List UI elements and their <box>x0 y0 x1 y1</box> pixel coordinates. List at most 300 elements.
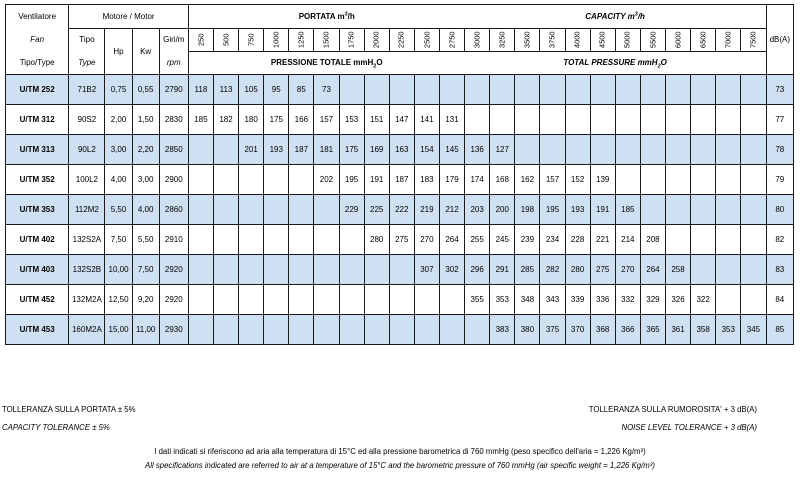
pressure-cell <box>640 135 665 165</box>
pressure-cell: 175 <box>339 135 364 165</box>
flow-header: 1250 <box>289 29 314 52</box>
pressure-cell <box>314 255 339 285</box>
pressure-cell: 355 <box>465 285 490 315</box>
pressure-cell: 203 <box>465 195 490 225</box>
pressure-cell: 368 <box>590 315 615 345</box>
tipo-type-label: Tipo/Type <box>6 52 69 75</box>
pressure-cell <box>314 285 339 315</box>
motor-type: 71B2 <box>69 75 105 105</box>
motor-rpm: 2790 <box>159 75 188 105</box>
motor-kw: 0,55 <box>132 75 159 105</box>
pressure-cell <box>264 165 289 195</box>
pressure-cell <box>540 75 565 105</box>
pressure-cell <box>691 195 716 225</box>
flow-header: 2250 <box>389 29 414 52</box>
pressure-cell: 255 <box>465 225 490 255</box>
flow-header: 1000 <box>264 29 289 52</box>
pressure-cell: 214 <box>615 225 640 255</box>
pressure-cell <box>389 255 414 285</box>
noise-dba: 84 <box>766 285 793 315</box>
pressure-cell <box>188 165 213 195</box>
pressure-cell: 168 <box>490 165 515 195</box>
pressure-cell: 383 <box>490 315 515 345</box>
flow-header: 3500 <box>515 29 540 52</box>
pressure-cell <box>414 315 439 345</box>
pressure-cell <box>640 165 665 195</box>
motor-rpm: 2830 <box>159 105 188 135</box>
pressure-cell <box>439 75 464 105</box>
pressure-cell: 131 <box>439 105 464 135</box>
motor-rpm: 2910 <box>159 225 188 255</box>
pressure-cell <box>289 315 314 345</box>
noise-dba: 73 <box>766 75 793 105</box>
pressure-cell: 181 <box>314 135 339 165</box>
pressure-cell <box>691 165 716 195</box>
pressure-cell <box>213 165 238 195</box>
pressure-cell <box>515 135 540 165</box>
pressure-cell <box>239 255 264 285</box>
pressure-cell <box>264 195 289 225</box>
pressure-cell <box>264 315 289 345</box>
table-row <box>6 285 794 315</box>
pressure-cell: 270 <box>414 225 439 255</box>
pressure-cell: 258 <box>665 255 690 285</box>
flow-header: 7500 <box>741 29 766 52</box>
pressure-cell: 195 <box>540 195 565 225</box>
pressure-cell <box>540 105 565 135</box>
pressure-cell <box>289 195 314 225</box>
pressure-cell <box>691 135 716 165</box>
motor-hp: 15,00 <box>105 315 132 345</box>
table-row <box>6 75 794 105</box>
pressure-cell <box>665 105 690 135</box>
motor-type: 100L2 <box>69 165 105 195</box>
pressure-cell: 329 <box>640 285 665 315</box>
pressure-cell: 127 <box>490 135 515 165</box>
motor-type: 90S2 <box>69 105 105 135</box>
pressure-cell: 322 <box>691 285 716 315</box>
pressure-cell <box>213 255 238 285</box>
motor-type: 160M2A <box>69 315 105 345</box>
pressure-cell: 95 <box>264 75 289 105</box>
pressure-cell <box>741 75 766 105</box>
pressure-cell <box>490 105 515 135</box>
pressure-cell: 370 <box>565 315 590 345</box>
pressure-cell: 174 <box>465 165 490 195</box>
pressure-cell <box>590 105 615 135</box>
pressure-cell <box>213 225 238 255</box>
pressure-cell <box>741 105 766 135</box>
fan-label: Fan <box>6 29 69 52</box>
pressure-cell <box>439 285 464 315</box>
pressure-cell: 380 <box>515 315 540 345</box>
pressure-cell: 180 <box>239 105 264 135</box>
pressure-cell: 225 <box>364 195 389 225</box>
pressure-cell: 353 <box>490 285 515 315</box>
pressure-cell: 219 <box>414 195 439 225</box>
pressure-cell: 153 <box>339 105 364 135</box>
flow-header: 7000 <box>716 29 741 52</box>
pressure-cell <box>289 285 314 315</box>
pressure-cell <box>264 285 289 315</box>
portata-header: PORTATA $m^3/h$ <box>188 5 464 29</box>
pressure-cell: 201 <box>239 135 264 165</box>
pressure-cell <box>665 225 690 255</box>
pressure-cell <box>339 75 364 105</box>
pressure-cell: 193 <box>565 195 590 225</box>
tolleranza-portata: TOLLERANZA SULLA PORTATA ± 5% <box>2 405 136 414</box>
table-row <box>6 315 794 345</box>
note-english: All specifications indicated are referred to air at a temperature of 15°C and the barometric pressure of 760 mmHg (air specific weight = 1,226 Kg/m³) <box>145 461 655 470</box>
fan-model: U/TM 402 <box>6 225 69 255</box>
pressure-cell <box>590 75 615 105</box>
motor-hp: 12,50 <box>105 285 132 315</box>
pressure-cell <box>264 225 289 255</box>
pressure-cell <box>615 105 640 135</box>
pressure-cell <box>339 315 364 345</box>
pressure-cell <box>213 135 238 165</box>
flow-header: 1500 <box>314 29 339 52</box>
pressure-cell <box>289 255 314 285</box>
pressure-cell: 296 <box>465 255 490 285</box>
pressure-cell: 275 <box>389 225 414 255</box>
motor-type: 132M2A <box>69 285 105 315</box>
fan-model: U/TM 453 <box>6 315 69 345</box>
pressure-cell: 264 <box>439 225 464 255</box>
pressure-cell: 332 <box>615 285 640 315</box>
pressure-cell <box>565 135 590 165</box>
pressure-cell <box>389 75 414 105</box>
table-row <box>6 255 794 285</box>
pressure-cell <box>515 75 540 105</box>
pressure-cell <box>414 75 439 105</box>
pressure-cell <box>314 315 339 345</box>
motor-hp: 10,00 <box>105 255 132 285</box>
motor-rpm: 2920 <box>159 285 188 315</box>
pressure-cell <box>364 285 389 315</box>
flow-header: 500 <box>213 29 238 52</box>
pressure-cell <box>414 285 439 315</box>
fan-model: U/TM 312 <box>6 105 69 135</box>
pressure-cell: 339 <box>565 285 590 315</box>
flow-header: 3750 <box>540 29 565 52</box>
capacity-header: CAPACITY $m^3/h$ <box>465 5 766 29</box>
motor-kw: 5,50 <box>132 225 159 255</box>
pressure-cell <box>213 285 238 315</box>
flow-header: 750 <box>239 29 264 52</box>
pressure-cell <box>465 105 490 135</box>
flow-header: 6500 <box>691 29 716 52</box>
pressure-cell: 147 <box>389 105 414 135</box>
pressure-cell <box>314 225 339 255</box>
pressure-cell <box>691 75 716 105</box>
pressure-cell: 280 <box>364 225 389 255</box>
pressure-cell: 157 <box>314 105 339 135</box>
table-row <box>6 165 794 195</box>
pressure-cell: 136 <box>465 135 490 165</box>
pressure-cell: 162 <box>515 165 540 195</box>
pressure-cell <box>188 315 213 345</box>
pressure-cell: 154 <box>414 135 439 165</box>
pressure-cell <box>239 195 264 225</box>
flow-header: 4500 <box>590 29 615 52</box>
flow-header: 5500 <box>640 29 665 52</box>
motor-kw: 2,20 <box>132 135 159 165</box>
motor-hp: 2,00 <box>105 105 132 135</box>
pressure-cell: 345 <box>741 315 766 345</box>
pressure-cell <box>615 135 640 165</box>
pressure-cell: 169 <box>364 135 389 165</box>
pressure-cell: 291 <box>490 255 515 285</box>
pressure-cell <box>716 165 741 195</box>
noise-dba: 85 <box>766 315 793 345</box>
pressure-cell <box>716 75 741 105</box>
pressure-cell: 85 <box>289 75 314 105</box>
pressure-cell: 326 <box>665 285 690 315</box>
pressure-cell <box>188 135 213 165</box>
pressure-cell: 202 <box>314 165 339 195</box>
pressure-cell <box>339 255 364 285</box>
pressure-cell: 358 <box>691 315 716 345</box>
pressure-cell: 187 <box>289 135 314 165</box>
pressure-cell: 118 <box>188 75 213 105</box>
flow-header: 1750 <box>339 29 364 52</box>
pressure-cell: 187 <box>389 165 414 195</box>
table-row <box>6 105 794 135</box>
pressure-cell: 193 <box>264 135 289 165</box>
tipo-label: Tipo <box>69 29 105 52</box>
fan-model: U/TM 352 <box>6 165 69 195</box>
pressure-cell <box>188 255 213 285</box>
noise-level-tolerance: NOISE LEVEL TOLERANCE + 3 dB(A) <box>621 423 757 432</box>
pressure-cell <box>314 195 339 225</box>
motor-hp: 0,75 <box>105 75 132 105</box>
pressure-cell: 208 <box>640 225 665 255</box>
pressure-cell: 191 <box>590 195 615 225</box>
pressure-cell <box>665 195 690 225</box>
pressure-cell <box>339 285 364 315</box>
flow-header: 250 <box>188 29 213 52</box>
pressure-cell <box>741 135 766 165</box>
pressure-cell <box>716 195 741 225</box>
dba-header: dB(A) <box>766 5 793 75</box>
pressure-cell: 245 <box>490 225 515 255</box>
motor-type: 112M2 <box>69 195 105 225</box>
pressure-cell <box>565 105 590 135</box>
pressure-cell: 191 <box>364 165 389 195</box>
pressure-cell: 139 <box>590 165 615 195</box>
pressure-cell: 182 <box>213 105 238 135</box>
motor-hp: 7,50 <box>105 225 132 255</box>
motore-header: Motore / Motor <box>69 5 189 29</box>
hp-header: Hp <box>105 29 132 75</box>
pressure-cell <box>665 75 690 105</box>
total-pressure-header: TOTAL PRESSURE mmH$_2$O <box>465 52 766 75</box>
pressure-cell <box>465 315 490 345</box>
pressure-cell <box>188 195 213 225</box>
pressure-cell <box>741 195 766 225</box>
pressure-cell <box>716 105 741 135</box>
pressure-cell <box>364 315 389 345</box>
pressure-cell <box>665 135 690 165</box>
pressure-cell: 307 <box>414 255 439 285</box>
pressure-cell <box>239 165 264 195</box>
pressure-cell: 229 <box>339 195 364 225</box>
pressure-cell: 302 <box>439 255 464 285</box>
pressure-cell <box>264 255 289 285</box>
pressure-cell: 264 <box>640 255 665 285</box>
pressure-cell <box>339 225 364 255</box>
flow-header: 2000 <box>364 29 389 52</box>
pressure-cell <box>741 255 766 285</box>
noise-dba: 78 <box>766 135 793 165</box>
pressure-cell <box>615 75 640 105</box>
motor-kw: 7,50 <box>132 255 159 285</box>
motor-kw: 9,20 <box>132 285 159 315</box>
pressure-cell: 200 <box>490 195 515 225</box>
pressure-cell: 183 <box>414 165 439 195</box>
pressure-cell: 198 <box>515 195 540 225</box>
fan-model: U/TM 403 <box>6 255 69 285</box>
pressure-cell: 151 <box>364 105 389 135</box>
fan-model: U/TM 313 <box>6 135 69 165</box>
flow-header: 3250 <box>490 29 515 52</box>
motor-kw: 3,00 <box>132 165 159 195</box>
pressure-cell <box>565 75 590 105</box>
pressure-cell: 375 <box>540 315 565 345</box>
table-row <box>6 135 794 165</box>
pressure-cell <box>716 285 741 315</box>
pressure-cell <box>691 225 716 255</box>
pressure-cell: 212 <box>439 195 464 225</box>
pressure-cell: 366 <box>615 315 640 345</box>
pressure-cell <box>515 105 540 135</box>
noise-dba: 82 <box>766 225 793 255</box>
pressure-cell: 175 <box>264 105 289 135</box>
motor-rpm: 2860 <box>159 195 188 225</box>
pressure-cell <box>239 225 264 255</box>
pressure-cell <box>490 75 515 105</box>
noise-dba: 77 <box>766 105 793 135</box>
pressure-cell <box>389 315 414 345</box>
motor-rpm: 2930 <box>159 315 188 345</box>
pressione-header: PRESSIONE TOTALE mmH$_2$O <box>188 52 464 75</box>
motor-kw: 4,00 <box>132 195 159 225</box>
motor-kw: 1,50 <box>132 105 159 135</box>
motor-kw: 11,00 <box>132 315 159 345</box>
rpm-label: rpm <box>159 52 188 75</box>
motor-type: 132S2B <box>69 255 105 285</box>
pressure-cell: 185 <box>188 105 213 135</box>
pressure-cell <box>239 315 264 345</box>
pressure-cell: 239 <box>515 225 540 255</box>
capacity-tolerance: CAPACITY TOLERANCE ± 5% <box>2 423 110 432</box>
performance-table <box>5 4 794 345</box>
pressure-cell <box>239 285 264 315</box>
pressure-cell: 152 <box>565 165 590 195</box>
pressure-cell <box>615 165 640 195</box>
giri-label: Giri/m <box>159 29 188 52</box>
pressure-cell: 145 <box>439 135 464 165</box>
pressure-cell <box>741 225 766 255</box>
pressure-cell: 228 <box>565 225 590 255</box>
pressure-cell: 348 <box>515 285 540 315</box>
noise-dba: 79 <box>766 165 793 195</box>
pressure-cell <box>540 135 565 165</box>
pressure-cell: 195 <box>339 165 364 195</box>
flow-header: 5000 <box>615 29 640 52</box>
pressure-cell <box>439 315 464 345</box>
pressure-cell <box>213 315 238 345</box>
pressure-cell <box>716 255 741 285</box>
flow-header: 2750 <box>439 29 464 52</box>
motor-hp: 5,50 <box>105 195 132 225</box>
pressure-cell: 280 <box>565 255 590 285</box>
type-label: Type <box>69 52 105 75</box>
pressure-cell: 270 <box>615 255 640 285</box>
pressure-cell <box>465 75 490 105</box>
pressure-cell <box>640 75 665 105</box>
pressure-cell: 221 <box>590 225 615 255</box>
pressure-cell <box>289 225 314 255</box>
pressure-cell <box>716 135 741 165</box>
motor-type: 132S2A <box>69 225 105 255</box>
pressure-cell <box>691 105 716 135</box>
pressure-cell: 343 <box>540 285 565 315</box>
noise-dba: 83 <box>766 255 793 285</box>
flow-header: 2500 <box>414 29 439 52</box>
tolleranza-rumorosita: TOLLERANZA SULLA RUMOROSITA' + 3 dB(A) <box>588 405 757 414</box>
pressure-cell <box>364 75 389 105</box>
pressure-cell: 285 <box>515 255 540 285</box>
fan-model: U/TM 252 <box>6 75 69 105</box>
noise-dba: 80 <box>766 195 793 225</box>
pressure-cell <box>665 165 690 195</box>
pressure-cell <box>741 285 766 315</box>
pressure-cell: 163 <box>389 135 414 165</box>
pressure-cell: 141 <box>414 105 439 135</box>
ventilatore-header: Ventilatore <box>6 5 69 29</box>
pressure-cell: 336 <box>590 285 615 315</box>
pressure-cell <box>364 255 389 285</box>
pressure-cell <box>188 285 213 315</box>
motor-rpm: 2920 <box>159 255 188 285</box>
pressure-cell <box>741 165 766 195</box>
flow-header: 6000 <box>665 29 690 52</box>
pressure-cell: 365 <box>640 315 665 345</box>
pressure-cell <box>640 195 665 225</box>
pressure-cell: 234 <box>540 225 565 255</box>
pressure-cell <box>590 135 615 165</box>
pressure-cell: 282 <box>540 255 565 285</box>
flow-header: 3000 <box>465 29 490 52</box>
fan-model: U/TM 353 <box>6 195 69 225</box>
motor-type: 90L2 <box>69 135 105 165</box>
pressure-cell: 353 <box>716 315 741 345</box>
motor-rpm: 2900 <box>159 165 188 195</box>
pressure-cell: 185 <box>615 195 640 225</box>
pressure-cell: 113 <box>213 75 238 105</box>
motor-rpm: 2850 <box>159 135 188 165</box>
pressure-cell <box>640 105 665 135</box>
pressure-cell <box>188 225 213 255</box>
pressure-cell: 361 <box>665 315 690 345</box>
note-italian: I dati indicati si riferiscono ad aria alla temperatura di 15°C ed alla pressione barometrica di 760 mmHg (peso specifico dell'aria = 1,226 Kg/m³) <box>154 447 646 456</box>
pressure-cell <box>389 285 414 315</box>
table-row <box>6 225 794 255</box>
pressure-cell <box>691 255 716 285</box>
pressure-cell: 222 <box>389 195 414 225</box>
